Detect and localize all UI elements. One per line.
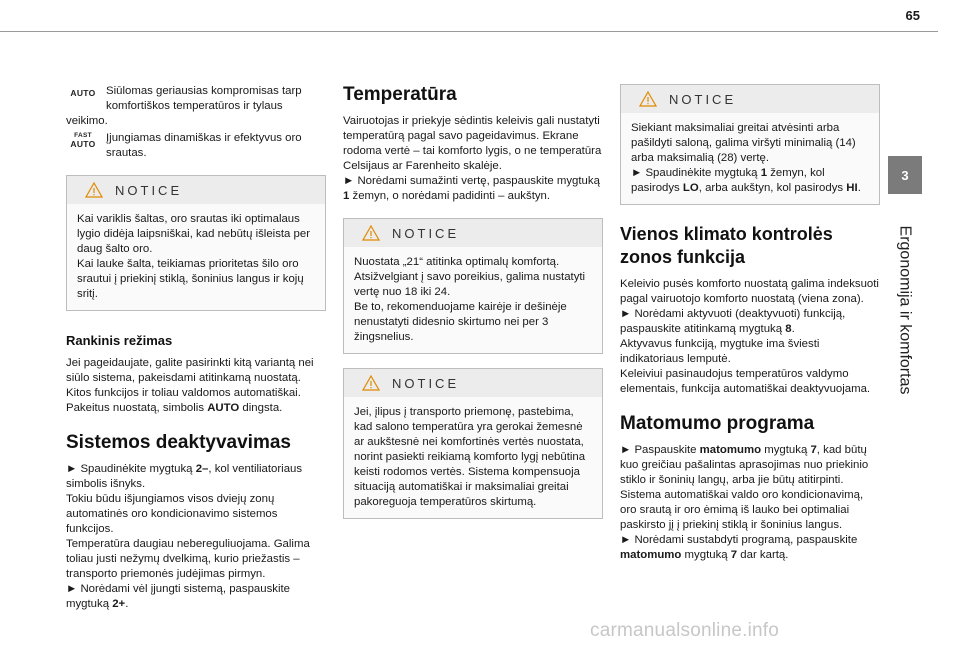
- notice-title: NOTICE: [392, 375, 460, 391]
- chapter-title-text: Ergonomija ir komfortas: [896, 225, 914, 395]
- page-number: 65: [905, 8, 920, 23]
- notice-text: Nuostata „21“ atitinka optimalų komfortą. Atsižvelgiant į savo poreikius, galima nustatyti vertę nuo 18 iki 24. Be to, rekomenduojame kairėje ir dešinėje nenustatyti didesnio skirtumo nei per 3 žingsnelius.: [354, 256, 586, 343]
- temperature-step: ► Norėdami sumažinti vertę, paspauskite mygtuką 1 žemyn, o norėdami padidinti – aukštyn.: [343, 175, 600, 202]
- notice-header: [621, 85, 879, 113]
- mode-fast-description: Įjungiamas dinamiškas ir efektyvus oro srautas.: [106, 132, 302, 159]
- notice-box: [620, 84, 880, 205]
- deactivation-step-1: ► Spaudinėkite mygtuką 2–, kol ventiliatoriaus simbolis išnyks.: [66, 463, 303, 490]
- notice-title: NOTICE: [115, 182, 183, 198]
- visibility-step-2: ► Norėdami sustabdyti programą, paspauskite matomumo mygtuką 7 dar kartą.: [620, 534, 858, 561]
- notice-header: [67, 176, 325, 204]
- deactivation-text-1: Tokiu būdu išjungiamos visos dviejų zonų automatinės oro kondicionavimo sistemos funkcijos.: [66, 493, 278, 535]
- deactivation-step-2: ► Norėdami vėl įjungti sistemą, paspauskite mygtuką 2+.: [66, 583, 290, 610]
- manual-mode-text: Jei pageidaujate, galite pasirinkti kitą variantą nei siūlo sistema, pakeisdami atitinkamą nuostatą. Kitos funkcijos ir toliau valdomos automatiškai. Pakeitus nuostatą, simbolis AUTO dingsta.: [66, 357, 314, 414]
- notice-body: [344, 247, 602, 353]
- warning-icon: [85, 182, 103, 198]
- mono-zone-heading: Vienos klimato kontrolės zonos funkcija: [620, 224, 833, 267]
- column-middle: [343, 84, 603, 519]
- notice-header: [344, 219, 602, 247]
- notice-body: [621, 113, 879, 204]
- mono-zone-text-3: Keleiviui pasinaudojus temperatūros valdymo elementais, funkcija automatiškai deaktyvuojama.: [620, 368, 871, 395]
- mono-zone-step: ► Norėdami aktyvuoti (deaktyvuoti) funkciją, paspauskite atitinkamą mygtuką 8.: [620, 308, 846, 335]
- warning-icon: [362, 225, 380, 241]
- visibility-text: Sistema automatiškai valdo oro kondicionavimą, oro srautą ir oro ėmimą iš lauko bei optimaliai paskirsto jį į priekinį stiklą ir šoninius langus.: [620, 489, 864, 531]
- notice-text: Jei, įlipus į transporto priemonę, pastebima, kad salono temperatūra yra gerokai žemesnė ar aukštesnė nei komfortinės vertės nuostata, norint pasiekti reikiamą komforto lygį nebūtina keisti rodomos vertės. Sistema kompensuoja situaciją automatiškai ir maksimaliai greitai pakoreguoja temperatūros skirtumą.: [354, 406, 586, 508]
- mono-zone-text-2: Aktyvavus funkciją, mygtuke ima šviesti indikatoriaus lemputė.: [620, 338, 820, 365]
- chapter-tab[interactable]: 3: [888, 156, 922, 194]
- notice-title: NOTICE: [392, 225, 460, 241]
- auto-mode-icon: AUTO: [70, 88, 96, 98]
- column-right: [620, 84, 880, 563]
- mono-zone-text-1: Keleivio pusės komforto nuostatą galima indeksuoti pagal vairuotojo komforto nuostatą (viena zona).: [620, 278, 879, 305]
- warning-icon: [362, 375, 380, 391]
- notice-text: Kai variklis šaltas, oro srautas iki optimalaus lygio didėja laipsniškai, kad nebūtų išleista per daug šalto oro. Kai lauke šalta, teikiamas prioritetas šilo oro srautui į priekinį stiklą, šoninius langus ir kojų sritį.: [77, 213, 311, 300]
- warning-icon: [639, 91, 657, 107]
- notice-body: [344, 397, 602, 518]
- notice-header: [344, 369, 602, 397]
- column-left: [66, 84, 326, 612]
- temperature-text: Vairuotojas ir priekyje sėdintis keleivis gali nustatyti temperatūrą pagal savo pageidavimus. Ekrane rodoma vertė – tai komforto lygis, o ne temperatūra Celsijaus ar Farenheito skalėje.: [343, 115, 602, 172]
- top-divider: [0, 31, 938, 32]
- mode-auto-description: Siūlomas geriausias kompromisas tarp komfortiškos temperatūros ir tylaus veikimo.: [66, 85, 302, 127]
- temperature-heading: Temperatūra: [343, 84, 457, 105]
- mode-auto-row: [66, 84, 326, 129]
- deactivation-text-2: Temperatūra daugiau nebereguliuojama. Galima toliau justi nežymų dvelkimą, kurio priežastis – transporto priemonės judėjimas pirmyn.: [66, 538, 310, 580]
- notice-box: [343, 368, 603, 519]
- manual-mode-heading: Rankinis režimas: [66, 333, 173, 348]
- notice-box: [343, 218, 603, 354]
- fast-auto-mode-icon: FAST AUTO: [70, 132, 96, 149]
- deactivation-heading: Sistemos deaktyvavimas: [66, 432, 291, 453]
- notice-text: Siekiant maksimaliai greitai atvėsinti arba pašildyti saloną, galima viršyti minimalią (14) arba maksimalią (28) vertę.: [631, 122, 856, 164]
- watermark: carmanualsonline.info: [590, 620, 780, 641]
- notice-box: [66, 175, 326, 311]
- visibility-step-1: ► Paspauskite matomumo mygtuką 7, kad būtų kuo greičiau pašalintas aprasojimas nuo priekinio stiklo ir šoninių langų, arba jie būtų atitirpinti.: [620, 444, 869, 486]
- notice-title: NOTICE: [669, 91, 737, 107]
- visibility-heading: Matomumo programa: [620, 413, 815, 434]
- chapter-title: [880, 205, 928, 415]
- notice-step: ► Spaudinėkite mygtuką 1 žemyn, kol pasirodys LO, arba aukštyn, kol pasirodys HI.: [631, 167, 861, 194]
- mode-fast-row: [66, 131, 326, 161]
- notice-body: [67, 204, 325, 310]
